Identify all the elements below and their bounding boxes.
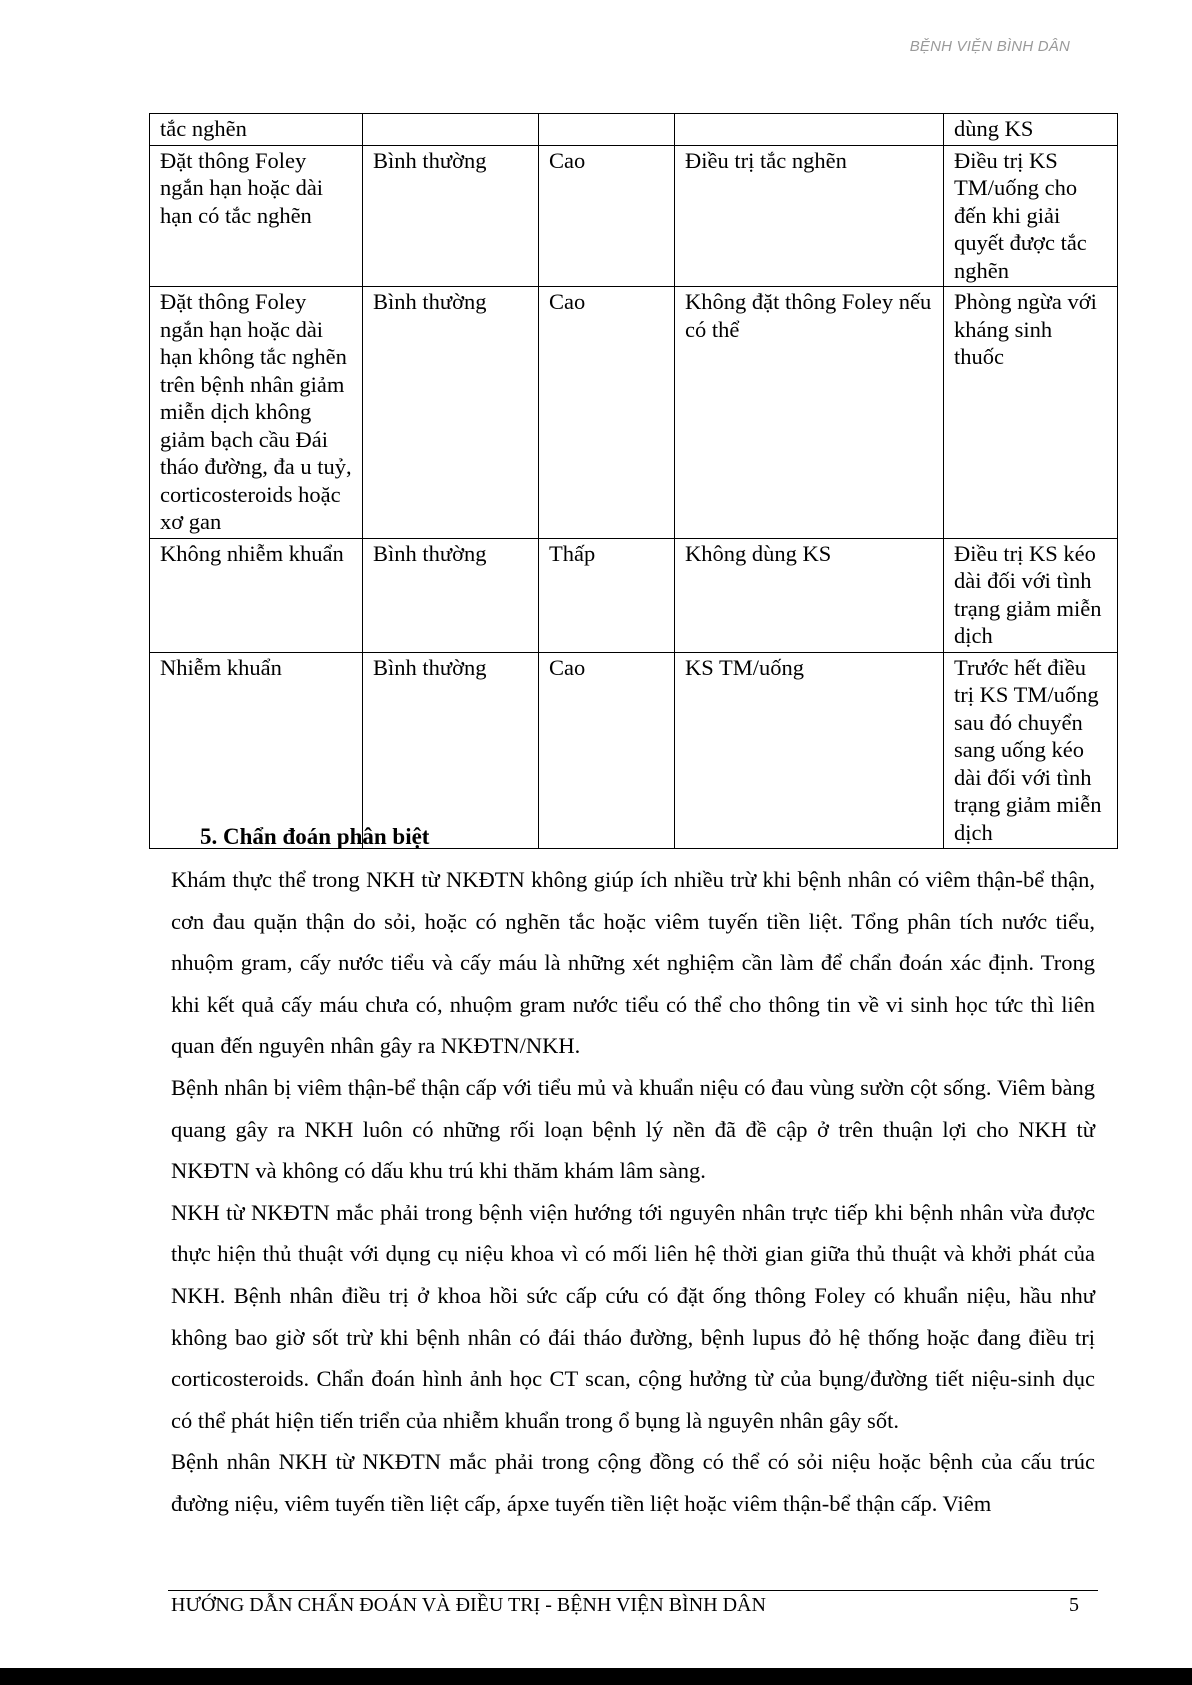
table-cell: Phòng ngừa với kháng sinh thuốc xyxy=(944,287,1118,539)
page-bottom-bar xyxy=(0,1668,1192,1685)
table-cell: tắc nghẽn xyxy=(150,114,363,146)
table-cell: Cao xyxy=(539,287,675,539)
footer-title: HƯỚNG DẪN CHẨN ĐOÁN VÀ ĐIỀU TRỊ - BỆNH VIỆN BÌNH DÂN xyxy=(171,1594,766,1616)
footer-divider xyxy=(168,1590,1098,1591)
table-row xyxy=(150,114,1118,146)
paragraph: Bệnh nhân bị viêm thận-bể thận cấp với tiểu mủ và khuẩn niệu có đau vùng sườn cột sống. Viêm bàng quang gây ra NKH luôn có những rối loạn bệnh lý nền đã đề cập ở trên thuận lợi cho NKH từ NKĐTN và không có dấu khu trú khi thăm khám lâm sàng. xyxy=(171,1074,1095,1184)
table-row xyxy=(150,287,1118,539)
table-cell: dùng KS xyxy=(944,114,1118,146)
paragraph: Khám thực thể trong NKH từ NKĐTN không giúp ích nhiều trừ khi bệnh nhân có viêm thận-bể thận, cơn đau quặn thận do sỏi, hoặc có nghẽn tắc hoặc viêm tuyến tiền liệt. Tổng phân tích nước tiểu, nhuộm gram, cấy nước tiểu và cấy máu là những xét nghiệm cần làm để chẩn đoán xác định. Trong khi kết quả cấy máu chưa có, nhuộm gram nước tiểu có thể cho thông tin về vi sinh học tức thì liên quan đến nguyên nhân gây ra NKĐTN/NKH. xyxy=(171,867,1095,1059)
table-cell: Đặt thông Foley ngắn hạn hoặc dài hạn không tắc nghẽn trên bệnh nhân giảm miễn dịch không giảm bạch cầu Đái tháo đường, đa u tuỷ, corticosteroids hoặc xơ gan xyxy=(150,287,363,539)
table-cell: Bình thường xyxy=(363,538,539,652)
table-row xyxy=(150,652,1118,849)
table-cell: Không đặt thông Foley nếu có thể xyxy=(675,287,944,539)
table-cell: Đặt thông Foley ngắn hạn hoặc dài hạn có tắc nghẽn xyxy=(150,145,363,287)
paragraph: NKH từ NKĐTN mắc phải trong bệnh viện hướng tới nguyên nhân trực tiếp khi bệnh nhân vừa được thực hiện thủ thuật với dụng cụ niệu khoa vì có mối liên hệ thời gian giữa thủ thuật và khởi phát của NKH. Bệnh nhân điều trị ở khoa hồi sức cấp cứu có đặt ống thông Foley có khuẩn niệu, hầu như không bao giờ sốt trừ khi bệnh nhân có đái tháo đường, bệnh lupus đỏ hệ thống hoặc đang điều trị corticosteroids. Chẩn đoán hình ảnh học CT scan, cộng hưởng từ của bụng/đường tiết niệu-sinh dục có thể phát hiện tiến triển của nhiễm khuẩn trong ổ bụng là nguyên nhân gây sốt. xyxy=(171,1199,1095,1433)
table-cell: KS TM/uống xyxy=(675,652,944,849)
table-cell xyxy=(363,114,539,146)
table-cell: Cao xyxy=(539,652,675,849)
table-cell: Điều trị tắc nghẽn xyxy=(675,145,944,287)
section-body xyxy=(171,859,1095,1525)
table-cell xyxy=(675,114,944,146)
table-cell: Thấp xyxy=(539,538,675,652)
table-cell: Điều trị KS TM/uống cho đến khi giải quyết được tắc nghẽn xyxy=(944,145,1118,287)
table-cell: Nhiễm khuẩn xyxy=(150,652,363,849)
table-cell xyxy=(539,114,675,146)
table-cell: Bình thường xyxy=(363,652,539,849)
table-row xyxy=(150,538,1118,652)
table-row xyxy=(150,145,1118,287)
table-cell: Bình thường xyxy=(363,145,539,287)
paragraph: Bệnh nhân NKH từ NKĐTN mắc phải trong cộng đồng có thể có sỏi niệu hoặc bệnh của cấu trúc đường niệu, viêm tuyến tiền liệt cấp, ápxe tuyến tiền liệt hoặc viêm thận-bể thận cấp. Viêm xyxy=(171,1449,1095,1516)
page-number: 5 xyxy=(1069,1594,1079,1616)
table-cell: Trước hết điều trị KS TM/uống sau đó chuyển sang uống kéo dài đối với tình trạng giảm miễn dịch xyxy=(944,652,1118,849)
table-cell: Điều trị KS kéo dài đối với tình trạng giảm miễn dịch xyxy=(944,538,1118,652)
treatment-table xyxy=(149,113,1118,849)
section-title: 5. Chẩn đoán phân biệt xyxy=(200,824,430,849)
table-cell: Không dùng KS xyxy=(675,538,944,652)
table-cell: Cao xyxy=(539,145,675,287)
page-header: BỆNH VIỆN BÌNH DÂN xyxy=(909,38,1070,55)
table-cell: Bình thường xyxy=(363,287,539,539)
table-cell: Không nhiễm khuẩn xyxy=(150,538,363,652)
